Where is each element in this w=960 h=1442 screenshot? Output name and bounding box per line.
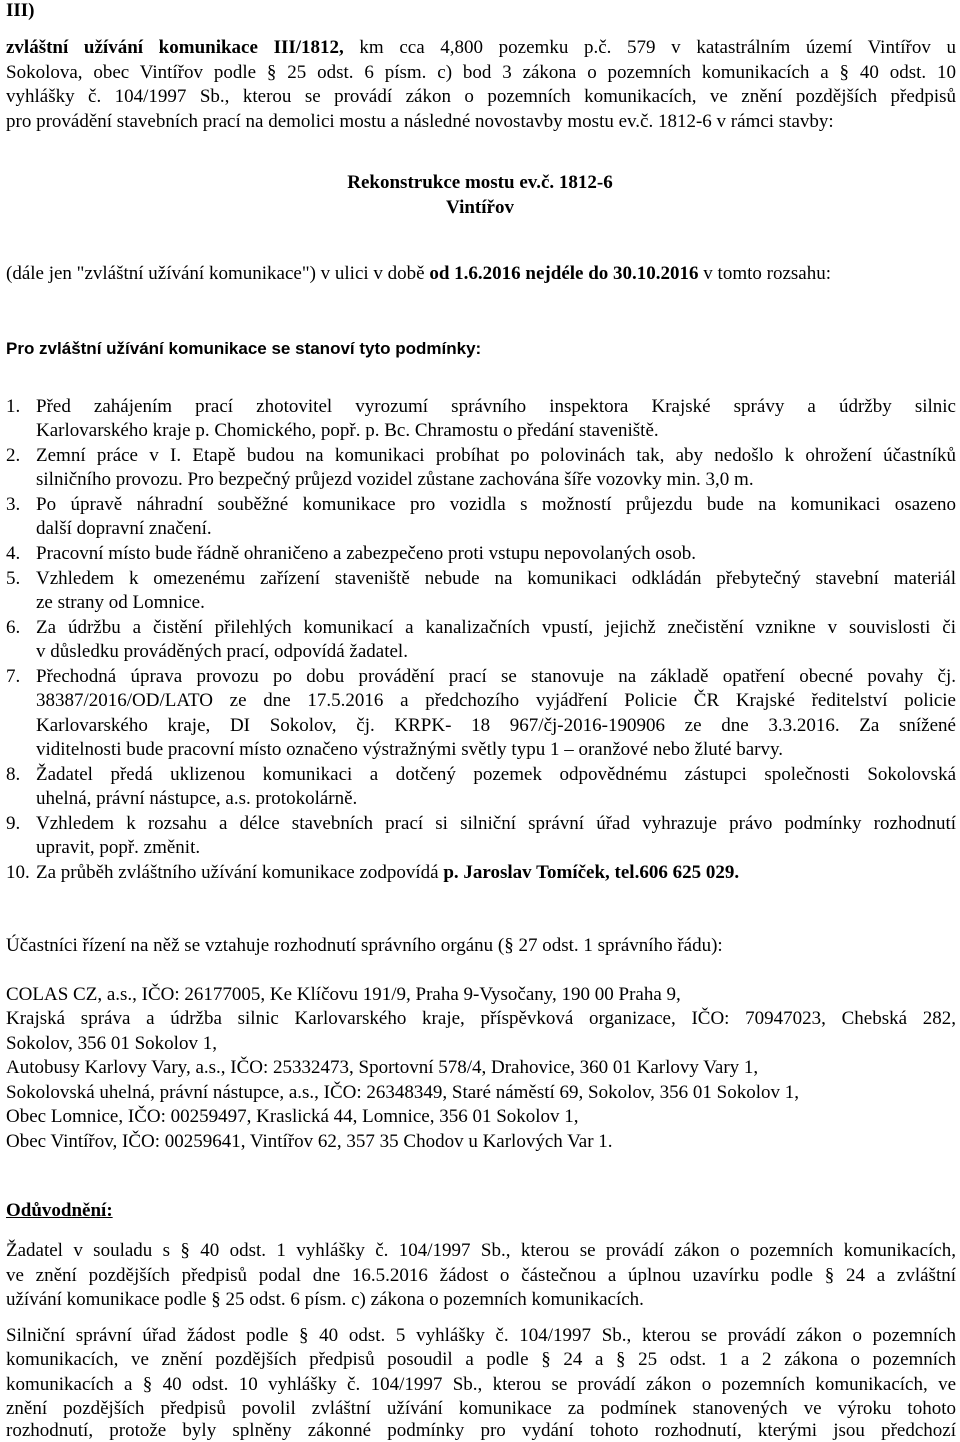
reasoning-p1-line-1: Žadatel v souladu s § 40 odst. 1 vyhlášky č. 104/1997 Sb., kterou se provádí zákon o pozemních komunikacích, xyxy=(6,1240,956,1261)
condition-5-line-2: ze strany od Lomnice. xyxy=(36,592,205,613)
scope-line xyxy=(6,263,831,285)
condition-1-line-1 xyxy=(6,396,956,418)
scope-dates: od 1.6.2016 nejdéle do 30.10.2016 xyxy=(429,263,699,284)
condition-8-line-2: uhelná, právní nástupce, a.s. protokolárně. xyxy=(36,788,358,809)
reasoning-heading: Odůvodnění: xyxy=(6,1200,113,1221)
section-number: III) xyxy=(6,0,35,21)
condition-7-line-3: Karlovarského kraje, DI Sokolov, čj. KRPK- 18 967/čj-2016-190906 ze dne 3.3.2016. Za snížené xyxy=(36,715,956,736)
condition-number: 7. xyxy=(6,666,21,687)
intro-rest: km cca 4,800 pozemku p.č. 579 v katastrálním území Vintířov u xyxy=(343,37,956,58)
participant-line-4: Autobusy Karlovy Vary, a.s., IČO: 25332473, Sportovní 578/4, Drahovice, 360 01 Karlovy Vary 1, xyxy=(6,1057,759,1078)
responsible-person: p. Jaroslav Tomíček, tel.606 625 029. xyxy=(443,862,740,883)
participant-line-5: Sokolovská uhelná, právní nástupce, a.s., IČO: 26348349, Staré náměstí 69, Sokolov, 356 01 Sokolov 1, xyxy=(6,1082,799,1103)
condition-2-line-1 xyxy=(6,445,956,467)
reasoning-p2-line-3: komunikacích a § 40 odst. 10 vyhlášky č. 104/1997 Sb., kterou se provádí zákon o pozemních komunikacích, ve xyxy=(6,1374,956,1395)
intro-line-1 xyxy=(6,37,956,59)
condition-3-line-1 xyxy=(6,494,956,516)
reasoning-p2-line-4: znění pozdějších předpisů povolil zvláštní užívání komunikace za podmínek stanovených ve výroku tohoto xyxy=(6,1398,956,1419)
participant-line-1: COLAS CZ, a.s., IČO: 26177005, Ke Klíčovu 191/9, Praha 9-Vysočany, 190 00 Praha 9, xyxy=(6,984,681,1005)
condition-9-line-2: upravit, popř. změnit. xyxy=(36,837,201,858)
scope-post: v tomto rozsahu: xyxy=(698,263,831,284)
condition-text: Vzhledem k rozsahu a délce stavebních prací si silniční správní úřad vyhrazuje právo podmínky rozhodnutí xyxy=(36,813,956,834)
condition-5-line-1 xyxy=(6,568,956,590)
condition-2-line-2: silničního provozu. Pro bezpečný průjezd vozidel zůstane zachována šíře vozovky min. 3,0 m. xyxy=(36,469,754,490)
intro-bold: zvláštní užívání komunikace III/1812, xyxy=(6,37,344,58)
condition-number: 4. xyxy=(6,543,21,564)
condition-number: 8. xyxy=(6,764,21,785)
participant-line-7: Obec Vintířov, IČO: 00259641, Vintířov 62, 357 35 Chodov u Karlových Var 1. xyxy=(6,1131,613,1152)
condition-10-line-1 xyxy=(6,862,739,884)
condition-3-line-2: další dopravní značení. xyxy=(36,518,212,539)
condition-number: 2. xyxy=(6,445,21,466)
condition-text: Za průběh zvláštního užívání komunikace zodpovídá xyxy=(36,862,444,883)
participant-line-6: Obec Lomnice, IČO: 00259497, Kraslická 44, Lomnice, 356 01 Sokolov 1, xyxy=(6,1106,579,1127)
conditions-heading: Pro zvláštní užívání komunikace se stanoví tyto podmínky: xyxy=(6,339,482,358)
condition-7-line-2: 38387/2016/OD/LATO ze dne 17.5.2016 a předchozího vyjádření Policie ČR Krajské ředitelství policie xyxy=(36,690,956,711)
condition-text: Vzhledem k omezenému zařízení staveniště nebude na komunikaci odkládán přebytečný stavební materiál xyxy=(36,568,956,589)
participants-heading: Účastníci řízení na něž se vztahuje rozhodnutí správního orgánu (§ 27 odst. 1 správního řádu): xyxy=(6,935,723,956)
condition-text: Za údržbu a čistění přilehlých komunikací a kanalizačních vpustí, jejichž znečistění vznikne v souvislosti či xyxy=(36,617,956,638)
project-location: Vintířov xyxy=(446,197,514,218)
condition-6-line-2: v důsledku prováděných prací, odpovídá žadatel. xyxy=(36,641,408,662)
condition-number: 1. xyxy=(6,396,21,417)
condition-9-line-1 xyxy=(6,813,956,835)
condition-8-line-1 xyxy=(6,764,956,786)
condition-4-line-1 xyxy=(6,543,696,565)
condition-number: 10. xyxy=(6,862,30,883)
condition-7-line-4: viditelnosti bude pracovní místo označeno výstražnými světly typu 1 – oranžové nebo žluté barvy. xyxy=(36,739,783,760)
condition-number: 9. xyxy=(6,813,21,834)
project-title: Rekonstrukce mostu ev.č. 1812-6 xyxy=(347,172,613,193)
condition-text: Žadatel předá uklizenou komunikaci a dotčený pozemek odpovědnému zástupci společnosti Sokolovská xyxy=(36,764,956,785)
condition-7-line-1 xyxy=(6,666,956,688)
reasoning-p1-line-3: užívání komunikace podle § 25 odst. 6 písm. c) zákona o pozemních komunikacích. xyxy=(6,1289,644,1310)
scope-pre: (dále jen "zvláštní užívání komunikace") v ulici v době xyxy=(6,263,430,284)
reasoning-p2-line-2: komunikacích, ve znění pozdějších předpisů posoudil a podle § 24 a § 25 odst. 1 a 2 zákona o pozemních xyxy=(6,1349,956,1370)
intro-line-2: Sokolova, obec Vintířov podle § 25 odst. 6 písm. c) bod 3 zákona o pozemních komunikacích a § 40 odst. 10 xyxy=(6,62,956,83)
condition-text: Pracovní místo bude řádně ohraničeno a zabezpečeno proti vstupu nepovolaných osob. xyxy=(36,543,697,564)
condition-number: 3. xyxy=(6,494,21,515)
reasoning-p2-line-1: Silniční správní úřad žádost podle § 40 odst. 5 vyhlášky č. 104/1997 Sb., kterou se provádí zákon o pozemních xyxy=(6,1325,956,1346)
condition-text: Po úpravě náhradní souběžné komunikace pro vozidla s možností průjezdu bude na komunikaci osazeno xyxy=(36,494,956,515)
condition-number: 6. xyxy=(6,617,21,638)
condition-text: Přechodná úprava provozu po dobu provádění prací se stanovuje na základě opatření obecné povahy čj. xyxy=(36,666,956,687)
condition-1-line-2: Karlovarského kraje p. Chomického, popř. p. Bc. Chramostu o předání staveniště. xyxy=(36,420,659,441)
participant-line-3: Sokolov, 356 01 Sokolov 1, xyxy=(6,1033,217,1054)
condition-text: Zemní práce v I. Etapě budou na komunikaci probíhat po polovinách tak, aby nedošlo k ohrožení účastníků xyxy=(36,445,956,466)
intro-line-3: vyhlášky č. 104/1997 Sb., kterou se provádí zákon o pozemních komunikacích, ve znění pozdějších předpisů xyxy=(6,86,956,107)
condition-6-line-1 xyxy=(6,617,956,639)
reasoning-p2-line-5: rozhodnutí, protože byly splněny zákonné podmínky pro vydání tohoto rozhodnutí, kterými jsou předchozí xyxy=(6,1420,956,1441)
participant-line-2: Krajská správa a údržba silnic Karlovarského kraje, příspěvková organizace, IČO: 70947023, Chebská 282, xyxy=(6,1008,956,1029)
condition-number: 5. xyxy=(6,568,21,589)
condition-text: Před zahájením prací zhotovitel vyrozumí správního inspektora Krajské správy a údržby silnic xyxy=(36,396,956,417)
intro-line-4: pro provádění stavebních prací na demolici mostu a následné novostavby mostu ev.č. 1812-6 v rámci stavby: xyxy=(6,111,834,132)
reasoning-p1-line-2: ve znění pozdějších předpisů podal dne 16.5.2016 žádost o částečnou a úplnou uzavírku podle § 24 a zvláštní xyxy=(6,1265,956,1286)
